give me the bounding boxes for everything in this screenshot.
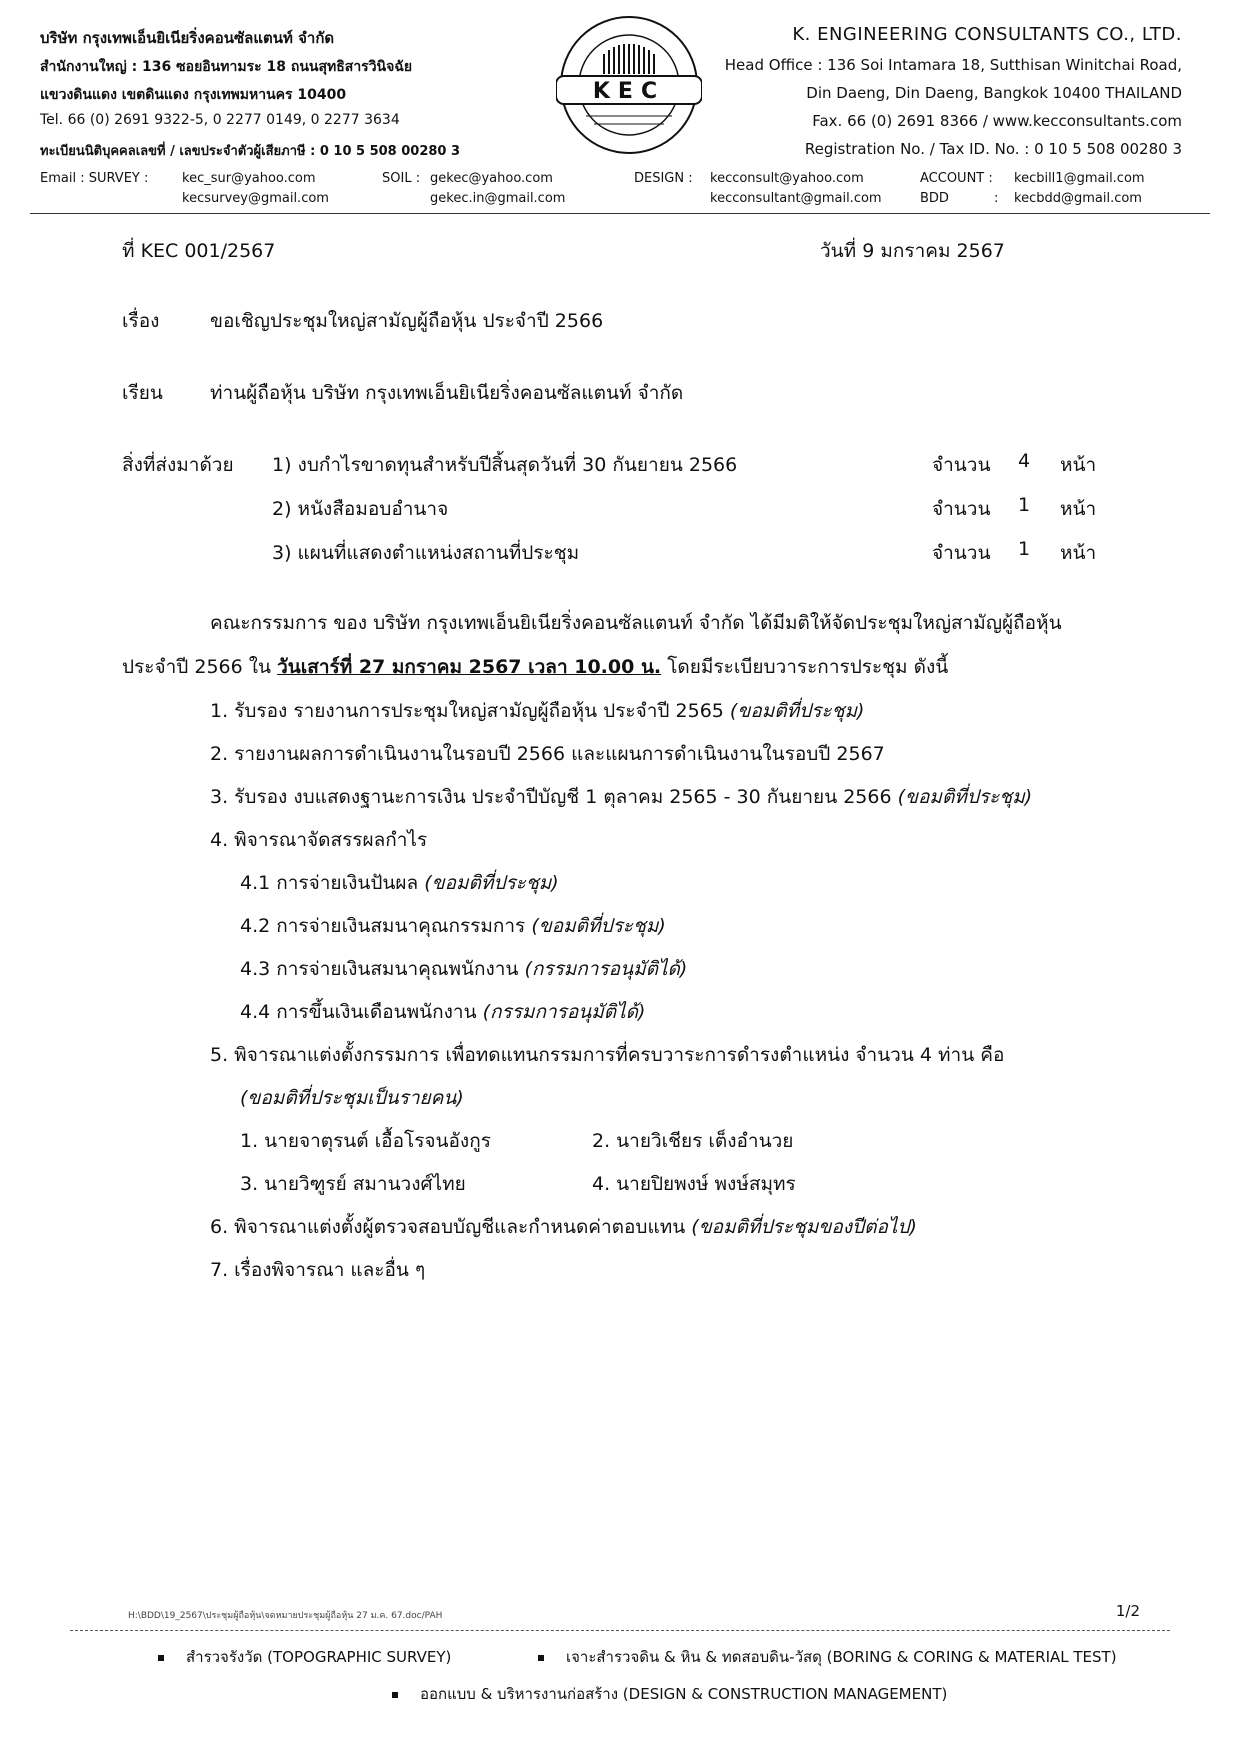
enclosure-unit-2: หน้า: [1060, 498, 1097, 520]
en-registration: Registration No. / Tax ID. No. : 0 10 5 508 00280 3: [804, 140, 1182, 158]
letter-date: วันที่ 9 มกราคม 2567: [820, 240, 1005, 262]
kec-logo-icon: [556, 12, 702, 158]
subject-label: เรื่อง: [122, 310, 160, 332]
enclosure-qty-label-1: จำนวน: [932, 454, 991, 476]
enclosure-qty-3: 1: [1018, 538, 1031, 560]
enclosure-unit-3: หน้า: [1060, 542, 1097, 564]
footer-divider: [70, 1630, 1170, 1631]
agenda-item-1-note: (ขอมติที่ประชุม): [729, 700, 865, 722]
footer-service-3: ออกแบบ & บริหารงานก่อสร้าง (DESIGN & CONSTRUCTION MANAGEMENT): [392, 1682, 947, 1706]
enclosure-item-1: 1) งบกำไรขาดทุนสำหรับปีสิ้นสุดวันที่ 30 กันยายน 2566: [272, 454, 738, 476]
agenda-item-4-3-note: (กรรมการอนุมัติได้): [524, 958, 688, 980]
to-text: ท่านผู้ถือหุ้น บริษัท กรุงเทพเอ็นยิเนียริ่งคอนซัลแตนท์ จำกัด: [210, 382, 684, 404]
footer-service-1: สำรวจรังวัด (TOPOGRAPHIC SURVEY): [158, 1645, 451, 1669]
file-path: H:\BDD\19_2567\ประชุมผู้ถือหุ้น\จดหมายประชุมผู้ถือหุ้น 27 ม.ค. 67.doc/PAH: [128, 1611, 443, 1621]
email-bdd-colon: :: [994, 191, 999, 206]
agenda-item-2: 2. รายงานผลการดำเนินงานในรอบปี 2566 และแผนการดำเนินงานในรอบปี 2567: [210, 743, 885, 765]
agenda-item-6-note: (ขอมติที่ประชุมของปีต่อไป): [691, 1216, 917, 1238]
th-company-name: บริษัท กรุงเทพเอ็นยิเนียริ่งคอนซัลแตนท์ จำกัด: [40, 29, 335, 47]
meeting-datetime: วันเสาร์ที่ 27 มกราคม 2567 เวลา 10.00 น.: [277, 656, 662, 678]
email-soil-2: gekec.in@gmail.com: [430, 191, 566, 206]
page-number: 1/2: [1115, 1602, 1140, 1620]
email-bdd-1: kecbdd@gmail.com: [1014, 191, 1142, 206]
th-telephone: Tel. 66 (0) 2691 9322-5, 0 2277 0149, 0 2277 3634: [40, 112, 400, 128]
email-survey-2: kecsurvey@gmail.com: [182, 191, 329, 206]
agenda-item-3: 3. รับรอง งบแสดงฐานะการเงิน ประจำปีบัญชี 1 ตุลาคม 2565 - 30 กันยายน 2566 (ขอมติที่ประชุม): [210, 786, 1033, 808]
to-label: เรียน: [122, 382, 163, 404]
bullet-icon: [392, 1692, 398, 1698]
th-district: แขวงดินแดง เขตดินแดง กรุงเทพมหานคร 10400: [40, 87, 347, 103]
agenda-item-1: 1. รับรอง รายงานการประชุมใหญ่สามัญผู้ถือหุ้น ประจำปี 2565 (ขอมติที่ประชุม): [210, 700, 865, 722]
enclosure-label: สิ่งที่ส่งมาด้วย: [122, 454, 234, 476]
header-divider: [30, 213, 1210, 214]
nominee-1: 1. นายจาตุรนต์ เอื้อโรจนอังกูร: [240, 1130, 491, 1152]
letter-reference: ที่ KEC 001/2567: [122, 240, 276, 262]
bullet-icon: [158, 1655, 164, 1661]
enclosure-qty-label-2: จำนวน: [932, 498, 991, 520]
enclosure-qty-1: 4: [1018, 450, 1031, 472]
email-soil-label: SOIL :: [382, 171, 421, 186]
nominee-4: 4. นายปิยพงษ์ พงษ์สมุทร: [592, 1173, 796, 1195]
paragraph-intro-line1: คณะกรรมการ ของ บริษัท กรุงเทพเอ็นยิเนียริ่งคอนซัลแตนท์ จำกัด ได้มีมติให้จัดประชุมใหญ่สามัญผู้ถือหุ้น: [210, 612, 1062, 634]
en-office-address: Head Office : 136 Soi Intamara 18, Sutthisan Winitchai Road,: [724, 56, 1182, 74]
email-design-1: kecconsult@yahoo.com: [710, 171, 864, 186]
email-design-2: kecconsultant@gmail.com: [710, 191, 882, 206]
email-soil-1: gekec@yahoo.com: [430, 171, 553, 186]
agenda-item-5: 5. พิจารณาแต่งตั้งกรรมการ เพื่อทดแทนกรรมการที่ครบวาระการดำรงตำแหน่ง จำนวน 4 ท่าน คือ: [210, 1044, 1005, 1066]
th-registration: ทะเบียนนิติบุคคลเลขที่ / เลขประจำตัวผู้เสียภาษี : 0 10 5 508 00280 3: [40, 144, 461, 159]
nominee-3: 3. นายวิฑูรย์ สมานวงศ์ไทย: [240, 1173, 466, 1195]
subject-text: ขอเชิญประชุมใหญ่สามัญผู้ถือหุ้น ประจำปี 2566: [210, 310, 604, 332]
agenda-item-4-4-note: (กรรมการอนุมัติได้): [482, 1001, 646, 1023]
email-survey-label: Email : SURVEY :: [40, 171, 149, 186]
agenda-item-4-2-note: (ขอมติที่ประชุม): [531, 915, 666, 937]
enclosure-unit-1: หน้า: [1060, 454, 1097, 476]
email-design-label: DESIGN :: [634, 171, 693, 186]
enclosure-item-2: 2) หนังสือมอบอำนาจ: [272, 498, 449, 520]
enclosure-item-3: 3) แผนที่แสดงตำแหน่งสถานที่ประชุม: [272, 542, 580, 564]
th-office-address: สำนักงานใหญ่ : 136 ซอยอินทามระ 18 ถนนสุทธิสารวินิจฉัย: [40, 59, 413, 75]
email-account-1: kecbill1@gmail.com: [1014, 171, 1145, 186]
email-account-label: ACCOUNT :: [920, 171, 993, 186]
agenda-item-3-note: (ขอมติที่ประชุม): [897, 786, 1033, 808]
bullet-icon: [538, 1655, 544, 1661]
agenda-item-4-2: 4.2 การจ่ายเงินสมนาคุณกรรมการ (ขอมติที่ประชุม): [240, 915, 666, 937]
agenda-item-4-1: 4.1 การจ่ายเงินปันผล (ขอมติที่ประชุม): [240, 872, 559, 894]
agenda-item-7: 7. เรื่องพิจารณา และอื่น ๆ: [210, 1259, 426, 1281]
paragraph-intro-year: ประจำปี 2566 ใน: [122, 656, 272, 678]
paragraph-intro-agenda: โดยมีระเบียบวาระการประชุม ดังนี้: [667, 656, 949, 678]
agenda-item-4: 4. พิจารณาจัดสรรผลกำไร: [210, 829, 428, 851]
agenda-item-5-note: (ขอมติที่ประชุมเป็นรายคน): [240, 1087, 464, 1109]
paragraph-intro-line2: [122, 652, 948, 682]
en-fax-website: Fax. 66 (0) 2691 8366 / www.kecconsultants.com: [812, 112, 1182, 130]
footer-service-2: เจาะสำรวจดิน & หิน & ทดสอบดิน-วัสดุ (BORING & CORING & MATERIAL TEST): [538, 1645, 1117, 1669]
en-district: Din Daeng, Din Daeng, Bangkok 10400 THAILAND: [806, 84, 1182, 102]
en-company-name: K. ENGINEERING CONSULTANTS CO., LTD.: [792, 24, 1182, 45]
agenda-item-6: 6. พิจารณาแต่งตั้งผู้ตรวจสอบบัญชีและกำหนดค่าตอบแทน (ขอมติที่ประชุมของปีต่อไป): [210, 1216, 917, 1238]
nominee-2: 2. นายวิเชียร เต็งอำนวย: [592, 1130, 794, 1152]
email-survey-1: kec_sur@yahoo.com: [182, 171, 316, 186]
enclosure-qty-2: 1: [1018, 494, 1031, 516]
logo-text: KEC: [592, 79, 666, 104]
enclosure-qty-label-3: จำนวน: [932, 542, 991, 564]
agenda-item-4-3: 4.3 การจ่ายเงินสมนาคุณพนักงาน (กรรมการอนุมัติได้): [240, 958, 688, 980]
agenda-item-4-4: 4.4 การขึ้นเงินเดือนพนักงาน (กรรมการอนุมัติได้): [240, 1001, 646, 1023]
agenda-item-4-1-note: (ขอมติที่ประชุม): [424, 872, 559, 894]
email-bdd-label: BDD: [920, 191, 949, 206]
